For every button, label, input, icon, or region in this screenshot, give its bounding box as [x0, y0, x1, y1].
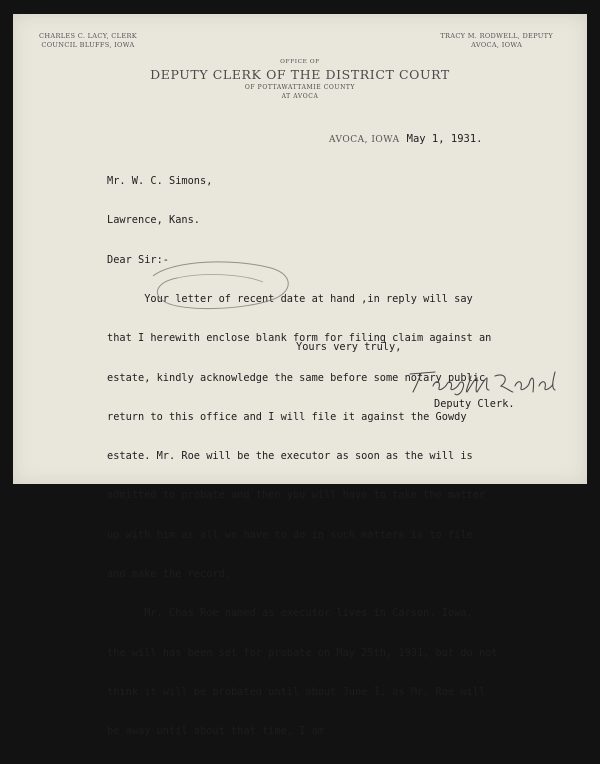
dateline-date: May 1, 1931. [406, 133, 483, 145]
paragraph-line: the will has been set for probate on May 25th, 1931, but do not [107, 646, 498, 659]
letterhead-title-block [13, 59, 587, 100]
clerk-name: CHARLES C. LACY, CLERK [39, 32, 137, 40]
dateline [329, 129, 482, 147]
signature-title: Deputy Clerk. [434, 398, 515, 410]
paragraph-line: think it will be probated until about June 1, as Mr. Roe will [107, 685, 486, 698]
deputy-city: AVOCA, IOWA [471, 41, 523, 49]
letter-sheet [13, 14, 587, 738]
dateline-place: AVOCA, IOWA [329, 135, 400, 145]
paragraph-line: up with him as all we have to do in such matters is to file [107, 528, 473, 541]
letterhead-deputy [440, 32, 553, 50]
closing: Yours very truly, [296, 341, 402, 353]
paragraph-line: estate. Mr. Roe will be the executor as soon as the will is [107, 450, 473, 463]
letterhead-title: DEPUTY CLERK OF THE DISTRICT COURT [150, 67, 450, 82]
address-line: Lawrence, Kans. [107, 214, 200, 227]
clerk-city: COUNCIL BLUFFS, IOWA [41, 41, 135, 49]
letterhead-clerk [39, 32, 137, 50]
salutation: Dear Sir:- [107, 253, 169, 266]
handwritten-signature [405, 366, 565, 396]
paragraph-line: that I herewith enclose blank form for filing claim against an [107, 332, 492, 345]
letterhead-location: AT AVOCA [281, 93, 319, 100]
paragraph-line: be away until about that time, I am [107, 725, 324, 738]
paragraph-line: return to this office and I will file it against the Gowdy [107, 410, 467, 423]
letterhead-county: OF POTTAWATTAMIE COUNTY [244, 84, 356, 91]
paragraph-line: estate, kindly acknowledge the same before some notary public [107, 371, 486, 384]
paragraph-line: and make the record. [107, 568, 231, 580]
deputy-name: TRACY M. RODWELL, DEPUTY [440, 32, 553, 40]
paragraph-line: Mr. Chas Roe named as executor lives in Carson, Iowa, [107, 607, 473, 620]
office-of-label: OFFICE OF [280, 59, 320, 65]
paragraph-line: admitted to probate and then you will have to take the matter [107, 489, 486, 502]
pencil-scribble-mark [143, 258, 303, 318]
letter-body [107, 149, 498, 764]
paragraph-line: Your letter of recent date at hand ,in reply will say [107, 293, 473, 306]
address-line: Mr. W. C. Simons, [107, 175, 213, 188]
